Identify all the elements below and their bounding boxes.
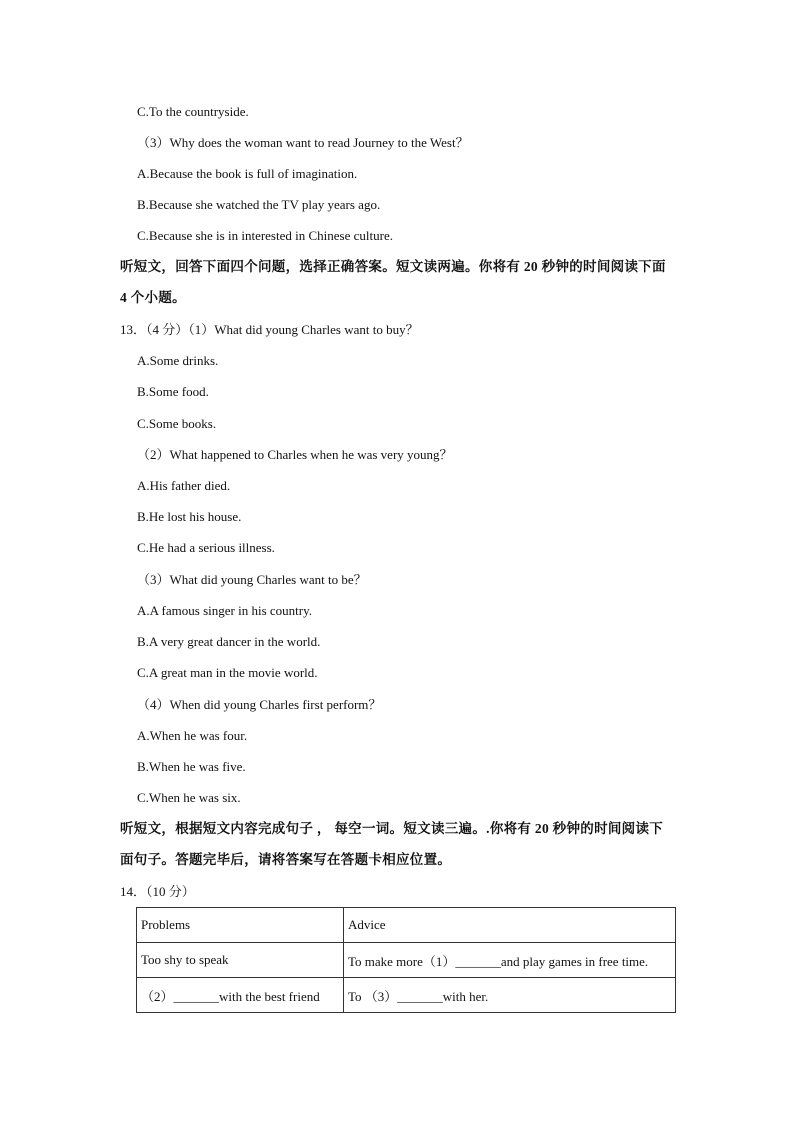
option-text: C.When he was six. [137, 790, 241, 805]
table-cell: To make more（1）_______and play games in free time. [344, 943, 676, 978]
section-instruction: 听短文，回答下面四个问题，选择正确答案。短文读两遍。你将有 20 秒钟的时间阅读下面 [120, 259, 666, 274]
option-text: A.A famous singer in his country. [137, 603, 312, 618]
section-instruction: 4 个小题。 [120, 290, 186, 305]
table-cell: （2）_______with the best friend [137, 978, 344, 1013]
option-text: C.Some books. [137, 416, 217, 431]
option-text: C.Because she is in interested in Chinese culture. [137, 228, 393, 243]
option-text: C.A great man in the movie world. [137, 665, 318, 680]
option-text: A.Because the book is full of imagination. [137, 166, 358, 181]
option-text: B.A very great dancer in the world. [137, 634, 321, 649]
question-text: （4）When did young Charles first perform？ [137, 697, 382, 712]
option-text: A.His father died. [137, 478, 231, 493]
table-row [137, 943, 676, 978]
option-text: B.Because she watched the TV play years ago. [137, 197, 381, 212]
option-text: A.When he was four. [137, 728, 248, 743]
fill-in-table [136, 907, 676, 1013]
option-text: C.To the countryside. [137, 104, 249, 119]
table-cell: Too shy to speak [137, 943, 344, 978]
section-instruction: 面句子。答题完毕后，请将答案写在答题卡相应位置。 [120, 852, 452, 867]
table-header-cell: Advice [344, 908, 676, 943]
question-text: （3）Why does the woman want to read Journey to the West？ [137, 135, 469, 150]
option-text: C.He had a serious illness. [137, 540, 275, 555]
option-text: B.When he was five. [137, 759, 246, 774]
table-cell: To （3）_______with her. [344, 978, 676, 1013]
option-text: B.He lost his house. [137, 509, 242, 524]
question-header: 14．（10 分） [120, 884, 195, 899]
section-instruction: 听短文，根据短文内容完成句子 ， 每空一词。短文读三遍。.你将有 20 秒钟的时间阅读下 [120, 821, 664, 836]
question-text: （2）What happened to Charles when he was very young？ [137, 447, 453, 462]
option-text: A.Some drinks. [137, 353, 219, 368]
table-row [137, 978, 676, 1013]
option-text: B.Some food. [137, 384, 209, 399]
table-header-row [137, 908, 676, 943]
table-header-cell: Problems [137, 908, 344, 943]
question-text: （3）What did young Charles want to be？ [137, 572, 367, 587]
question-header: 13．（4 分）（1）What did young Charles want to buy？ [120, 322, 419, 337]
